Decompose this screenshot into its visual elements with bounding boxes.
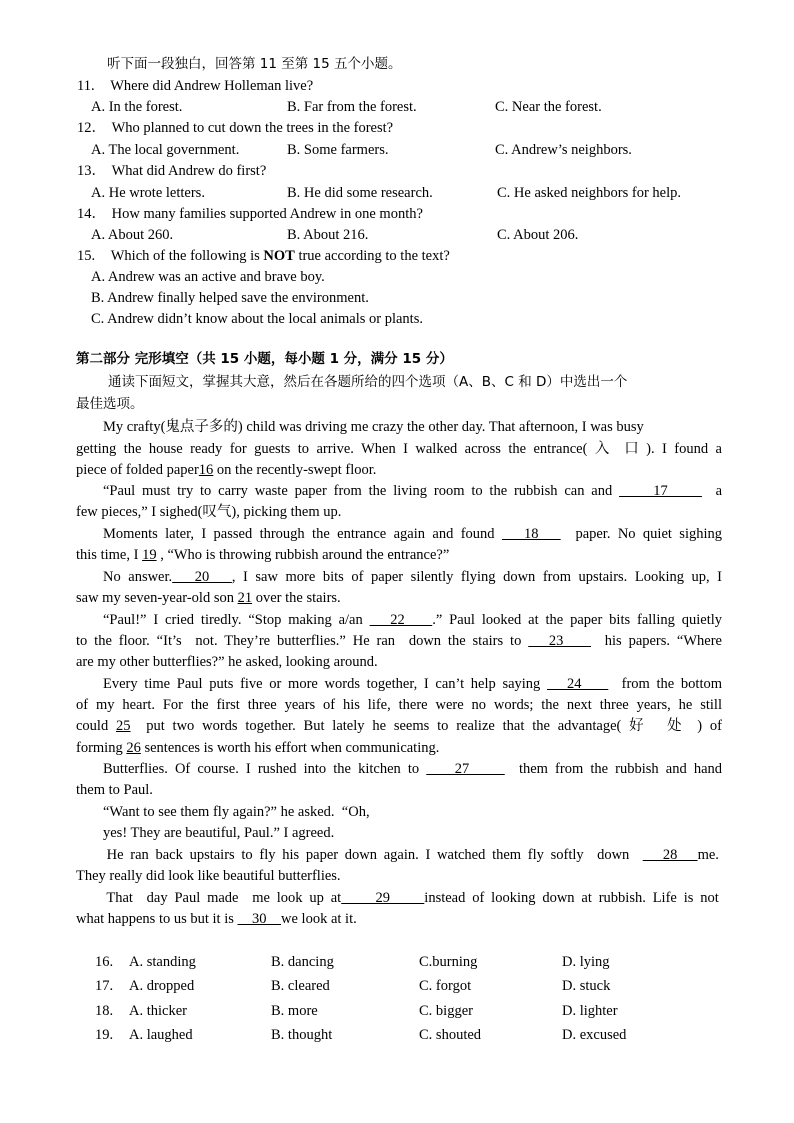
question-number: 19.: [95, 1027, 114, 1043]
passage-line: [103, 803, 370, 821]
passage-text: Moments later, I passed through the entrance again and found: [103, 526, 502, 542]
option-c: C. shouted: [419, 1027, 482, 1043]
blank-number: 28: [642, 847, 698, 863]
option-d: D. excused: [562, 1027, 627, 1043]
blank-number: 29: [341, 890, 425, 906]
option: B. About 216.: [287, 227, 369, 243]
option-a: A. dropped: [129, 978, 195, 994]
option-a: A. thicker: [129, 1003, 187, 1019]
passage-line: [103, 846, 719, 864]
question-text: Who planned to cut down the trees in the forest?: [111, 120, 394, 136]
passage-text: “Want to see them fly again?” he asked. “Oh,: [103, 804, 370, 820]
blank-number: 20: [172, 569, 232, 585]
passage-text: saw my seven-year-old son: [76, 590, 238, 606]
option: B. Some farmers.: [287, 142, 389, 158]
option-b: B. dancing: [271, 954, 334, 970]
question-text: Where did Andrew Holleman live?: [110, 78, 314, 94]
question-12: [77, 119, 393, 137]
passage-text: of my heart. For the first three years of his life, there were no words; the next three years, he still: [76, 697, 722, 713]
blank-number: 18: [501, 526, 561, 542]
passage-text: over the stairs.: [252, 590, 341, 606]
blank-number: 17: [619, 483, 702, 499]
question-13: [77, 162, 266, 180]
blank-number: 21: [237, 590, 253, 606]
question-number: 14．: [77, 206, 106, 222]
passage-text: “Paul!” I cried tiredly. “Stop making a/an: [103, 612, 370, 628]
blank-number: 16: [198, 462, 214, 478]
option: C. Andrew’s neighbors.: [495, 142, 632, 158]
question-text: What did Andrew do first?: [111, 163, 267, 179]
option: A. About 260.: [91, 227, 174, 243]
option: C. Andrew didn’t know about the local animals or plants.: [91, 311, 423, 327]
passage-text: .” Paul looked at the paper bits falling quietly: [432, 612, 722, 628]
option: C. About 206.: [497, 227, 579, 243]
passage-text: are my other butterflies?” he asked, looking around.: [76, 654, 378, 670]
section-title: 第二部分 完形填空（共 15 小题，每小题 1 分，满分 15 分）: [76, 351, 453, 367]
question-number: 17.: [95, 978, 114, 994]
question-text-pre: Which of the following is: [110, 248, 264, 264]
passage-text: instead of looking down at rubbish. Life is not: [424, 890, 719, 906]
passage-line: [103, 675, 722, 693]
blank-number: 30: [237, 911, 282, 927]
question-text: How many families supported Andrew in one month?: [111, 206, 423, 222]
question-text-bold: NOT: [263, 248, 295, 264]
option: B. Andrew finally helped save the environment.: [91, 290, 369, 306]
passage-line: [103, 889, 719, 907]
question-number: 13．: [77, 163, 106, 179]
passage-text: yes! They are beautiful, Paul.” I agreed.: [103, 825, 335, 841]
option: A. Andrew was an active and brave boy.: [91, 269, 325, 285]
passage-line: [76, 696, 722, 714]
passage-line: [76, 503, 341, 521]
option-b: B. thought: [271, 1027, 333, 1043]
passage-text: them from the rubbish and hand: [504, 761, 723, 777]
option-a: A. standing: [129, 954, 196, 970]
passage-line: [103, 611, 722, 629]
passage-line: [76, 440, 722, 458]
blank-number: 24: [547, 676, 609, 692]
passage-line: [103, 824, 334, 842]
passage-text: , I saw more bits of paper silently flying down from upstairs. Looking up, I: [231, 569, 722, 585]
passage-text: Butterflies. Of course. I rushed into the kitchen to: [103, 761, 427, 777]
option-d: D. lying: [562, 954, 610, 970]
blank-number: 23: [528, 633, 591, 649]
passage-line: [76, 910, 357, 928]
passage-line: [76, 461, 376, 479]
passage-line: [76, 717, 722, 735]
passage-text: his papers. “Where: [590, 633, 722, 649]
passage-line: [103, 525, 722, 543]
option: A. The local government.: [91, 142, 240, 158]
passage-line: [103, 482, 722, 500]
passage-line: [76, 589, 341, 607]
option-c: C. forgot: [419, 978, 472, 994]
passage-text: getting the house ready for guests to arrive. When I walked across the entrance( 入 口 ). I found a: [76, 441, 722, 457]
question-number: 16.: [95, 954, 114, 970]
passage-line: [76, 739, 439, 757]
passage-line: [76, 781, 153, 799]
passage-text: could: [76, 718, 117, 734]
option: C. He asked neighbors for help.: [497, 185, 682, 201]
listening-intro: 听下面一段独白，回答第 11 至第 15 五个小题。: [107, 56, 402, 72]
passage-text: piece of folded paper: [76, 462, 199, 478]
question-number: 18.: [95, 1003, 114, 1019]
option-a: A. laughed: [129, 1027, 193, 1043]
option: C. Near the forest.: [495, 99, 602, 115]
question-number: 11.: [77, 78, 95, 94]
question-text-post: true according to the text?: [294, 248, 450, 264]
passage-text: we look at it.: [281, 911, 357, 927]
passage-line: [76, 546, 449, 564]
option-c: C.burning: [419, 954, 478, 970]
blank-number: 19: [142, 547, 157, 563]
passage-text: paper. No quiet sighing: [560, 526, 723, 542]
passage-line: [76, 653, 378, 671]
passage-line: [103, 568, 722, 586]
passage-line: [103, 760, 722, 778]
passage-text: this time, I: [76, 547, 143, 563]
passage-text: to the floor. “It’s not. They’re butterflies.” He ran down the stairs to: [76, 633, 529, 649]
option-b: B. cleared: [271, 978, 330, 994]
passage-text: Every time Paul puts five or more words together, I can’t help saying: [103, 676, 547, 692]
passage-line: [103, 418, 644, 436]
passage-text: That day Paul made me look up at: [103, 890, 342, 906]
option: B. He did some research.: [287, 185, 433, 201]
blank-number: 25: [116, 718, 131, 734]
passage-text: a: [701, 483, 723, 499]
question-number: 15.: [77, 248, 96, 264]
option-b: B. more: [271, 1003, 318, 1019]
passage-text: few pieces,” I sighed(叹气), picking them up.: [76, 504, 342, 520]
passage-text: from the bottom: [608, 676, 722, 692]
passage-text: what happens to us but it is: [76, 911, 238, 927]
blank-number: 27: [426, 761, 505, 777]
passage-line: [76, 632, 722, 650]
passage-text: No answer.: [103, 569, 173, 585]
option-d: D. lighter: [562, 1003, 618, 1019]
question-14: [77, 205, 423, 223]
passage-line: [76, 867, 341, 885]
option-c: C. bigger: [419, 1003, 473, 1019]
passage-text: sentences is worth his effort when communicating.: [140, 740, 440, 756]
question-11: [77, 77, 313, 95]
option: A. He wrote letters.: [91, 185, 205, 201]
instructions: 通读下面短文，掌握其大意，然后在各题所给的四个选项（A、B、C 和 D）中选出一个: [108, 374, 628, 390]
option: A. In the forest.: [91, 99, 183, 115]
blank-number: 22: [369, 612, 433, 628]
passage-text: on the recently-swept floor.: [213, 462, 377, 478]
passage-text: put two words together. But lately he seems to realize that the advantage( 好 处 ) of: [130, 718, 722, 734]
passage-text: me.: [697, 847, 719, 863]
option: B. Far from the forest.: [287, 99, 417, 115]
question-15: [77, 247, 450, 265]
passage-text: , “Who is throwing rubbish around the entrance?”: [156, 547, 450, 563]
passage-text: “Paul must try to carry waste paper from the living room to the rubbish can and: [103, 483, 620, 499]
passage-text: They really did look like beautiful butterflies.: [76, 868, 341, 884]
passage-text: them to Paul.: [76, 782, 153, 798]
passage-text: My crafty(鬼点子多的) child was driving me crazy the other day. That afternoon, I was busy: [103, 419, 644, 435]
option-d: D. stuck: [562, 978, 611, 994]
passage-text: forming: [76, 740, 127, 756]
passage-text: He ran back upstairs to fly his paper down again. I watched them fly softly down: [103, 847, 643, 863]
question-number: 12．: [77, 120, 106, 136]
instructions-cont: 最佳选项。: [76, 396, 144, 412]
blank-number: 26: [126, 740, 141, 756]
